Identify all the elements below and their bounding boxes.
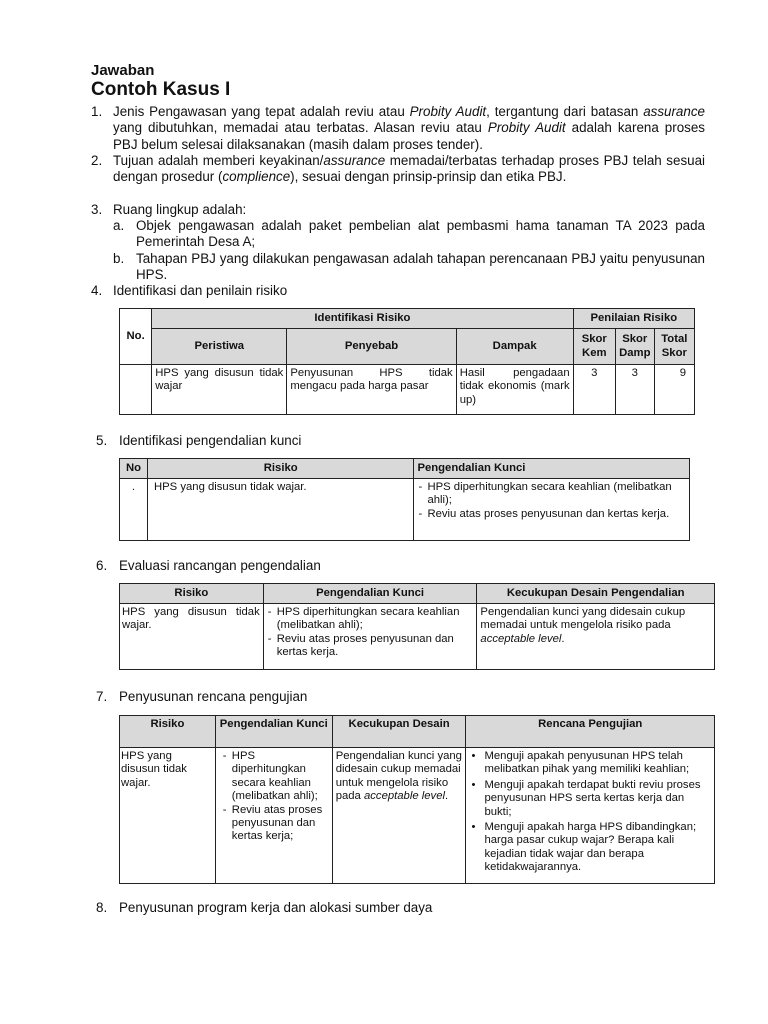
- table7-header-risiko: Risiko: [120, 716, 216, 748]
- table4-header-penilaian: Penilaian Risiko: [573, 309, 694, 329]
- list-item: • Menguji apakah terdapat bukti reviu proses penyusunan HPS serta kertas kerja dan bukti;: [468, 779, 711, 819]
- section-7-number: 7.: [96, 689, 108, 704]
- table5-header-risiko: Risiko: [147, 459, 413, 479]
- table4-header-dampak: Dampak: [456, 329, 573, 365]
- table4-cell-no: [120, 365, 152, 415]
- section-7-title: Penyusunan rencana pengujian: [119, 689, 308, 704]
- table7-header-kecukupan: Kecukupan Desain: [332, 716, 466, 748]
- table4-header-penyebab: Penyebab: [287, 329, 456, 365]
- page-title: Contoh Kasus I: [91, 79, 231, 100]
- section-5-number: 5.: [96, 433, 108, 448]
- table7-cell-risiko: HPS yang disusun tidak wajar.: [120, 748, 216, 884]
- item-3b-text: Tahapan PBJ yang dilakukan pengawasan adalah tahapan perencanaan PBJ yaitu penyusunan HPS.: [136, 251, 705, 283]
- table-row: [120, 479, 690, 541]
- table4-header-identifikasi: Identifikasi Risiko: [152, 309, 573, 329]
- section-6-number: 6.: [96, 558, 108, 573]
- table4-cell-skor-kem: 3: [573, 365, 615, 415]
- table4-cell-dampak: Hasil pengadaan tidak ekonomis (mark up): [456, 365, 573, 415]
- table5-control-list: [417, 481, 686, 521]
- list-item: - Reviu atas proses penyusunan dan kertas kerja.: [417, 508, 686, 521]
- section-8-title: Penyusunan program kerja dan alokasi sumber daya: [119, 900, 433, 915]
- risk-identification-table: [119, 308, 695, 415]
- table7-test-plan-list: [468, 750, 711, 875]
- table4-header-peristiwa: Peristiwa: [152, 329, 287, 365]
- item-4-text: Identifikasi dan penilain risiko: [113, 283, 288, 298]
- table4-header-no: No.: [120, 309, 152, 365]
- table4-cell-total-skor: 9: [654, 365, 694, 415]
- section-6-title: Evaluasi rancangan pengendalian: [119, 558, 321, 573]
- heading-jawaban: Jawaban: [91, 62, 155, 79]
- list-item: - HPS diperhitungkan secara keahlian (melibatkan ahli);: [417, 481, 686, 508]
- table5-header-pengendalian-kunci: Pengendalian Kunci: [414, 459, 690, 479]
- table6-header-kecukupan: Kecukupan Desain Pengendalian: [477, 584, 715, 604]
- table4-header-skor-kem: Skor Kem: [573, 329, 615, 365]
- item-3a-text: Objek pengawasan adalah paket pembelian alat pembasmi hama tanaman TA 2023 pada Pemerintah Desa A;: [136, 218, 705, 250]
- list-item: - Reviu atas proses penyusunan dan kertas kerja.: [267, 633, 474, 660]
- item-3b-letter: b.: [113, 251, 125, 266]
- list-item: - HPS diperhitungkan secara keahlian (melibatkan ahli);: [267, 606, 474, 633]
- table4-cell-penyebab: Penyusunan HPS tidak mengacu pada harga pasar: [287, 365, 456, 415]
- test-plan-table: [119, 715, 715, 884]
- table7-control-list: [222, 750, 329, 844]
- item-1-text: Jenis Pengawasan yang tepat adalah reviu atau Probity Audit, tergantung dari batasan assurance yang dibutuhkan, memadai atau terbatas. Alasan reviu atau Probity Audit adalah karena proses PBJ belum selesai dilaksanakan (masih dalam proses tender).: [113, 104, 706, 152]
- item-2-number: 2.: [91, 153, 103, 168]
- table4-cell-peristiwa: HPS yang disusun tidak wajar: [152, 365, 287, 415]
- table7-cell-kecukupan: Pengendalian kunci yang didesain cukup memadai untuk mengelola risiko pada acceptable level.: [332, 748, 466, 884]
- table7-header-rencana: Rencana Pengujian: [466, 716, 715, 748]
- table-row: [120, 365, 695, 415]
- list-item: • Menguji apakah penyusunan HPS telah melibatkan pihak yang memiliki keahlian;: [468, 750, 711, 777]
- table-row: [120, 604, 715, 670]
- table5-header-no: No: [120, 459, 148, 479]
- item-4-number: 4.: [91, 283, 103, 298]
- item-2-text: Tujuan adalah memberi keyakinan/assurance memadai/terbatas terhadap proses PBJ telah sesuai dengan prosedur (complience), sesuai dengan prinsip-prinsip dan etika PBJ.: [113, 153, 706, 185]
- table6-header-risiko: Risiko: [120, 584, 264, 604]
- control-design-table: [119, 583, 715, 670]
- table4-header-total-skor: Total Skor: [654, 329, 694, 365]
- key-control-table: [119, 458, 690, 541]
- table6-cell-kecukupan: Pengendalian kunci yang didesain cukup memadai untuk mengelola risiko pada acceptable level.: [477, 604, 715, 670]
- item-3-number: 3.: [91, 202, 103, 217]
- table4-cell-skor-damp: 3: [615, 365, 654, 415]
- section-8-number: 8.: [96, 900, 108, 915]
- table7-header-pengendalian-kunci: Pengendalian Kunci: [215, 716, 332, 748]
- list-item: • Menguji apakah harga HPS dibandingkan; harga pasar cukup wajar? Berapa kali kejadian tidak wajar dan berapa ketidakwajarannya.: [468, 821, 711, 875]
- item-3a-letter: a.: [113, 218, 125, 233]
- table5-cell-risiko: HPS yang disusun tidak wajar.: [147, 479, 413, 541]
- section-5-title: Identifikasi pengendalian kunci: [119, 433, 302, 448]
- table-row: [120, 748, 715, 884]
- item-3-text: Ruang lingkup adalah:: [113, 202, 247, 217]
- table4-header-skor-damp: Skor Damp: [615, 329, 654, 365]
- list-item: - HPS diperhitungkan secara keahlian (melibatkan ahli);: [222, 750, 329, 804]
- list-item: - Reviu atas proses penyusunan dan kertas kerja;: [222, 804, 329, 844]
- table6-cell-risiko: HPS yang disusun tidak wajar.: [120, 604, 264, 670]
- table6-control-list: [267, 606, 474, 660]
- item-1-number: 1.: [91, 104, 103, 119]
- table6-header-pengendalian-kunci: Pengendalian Kunci: [263, 584, 477, 604]
- table5-cell-no: .: [120, 479, 148, 541]
